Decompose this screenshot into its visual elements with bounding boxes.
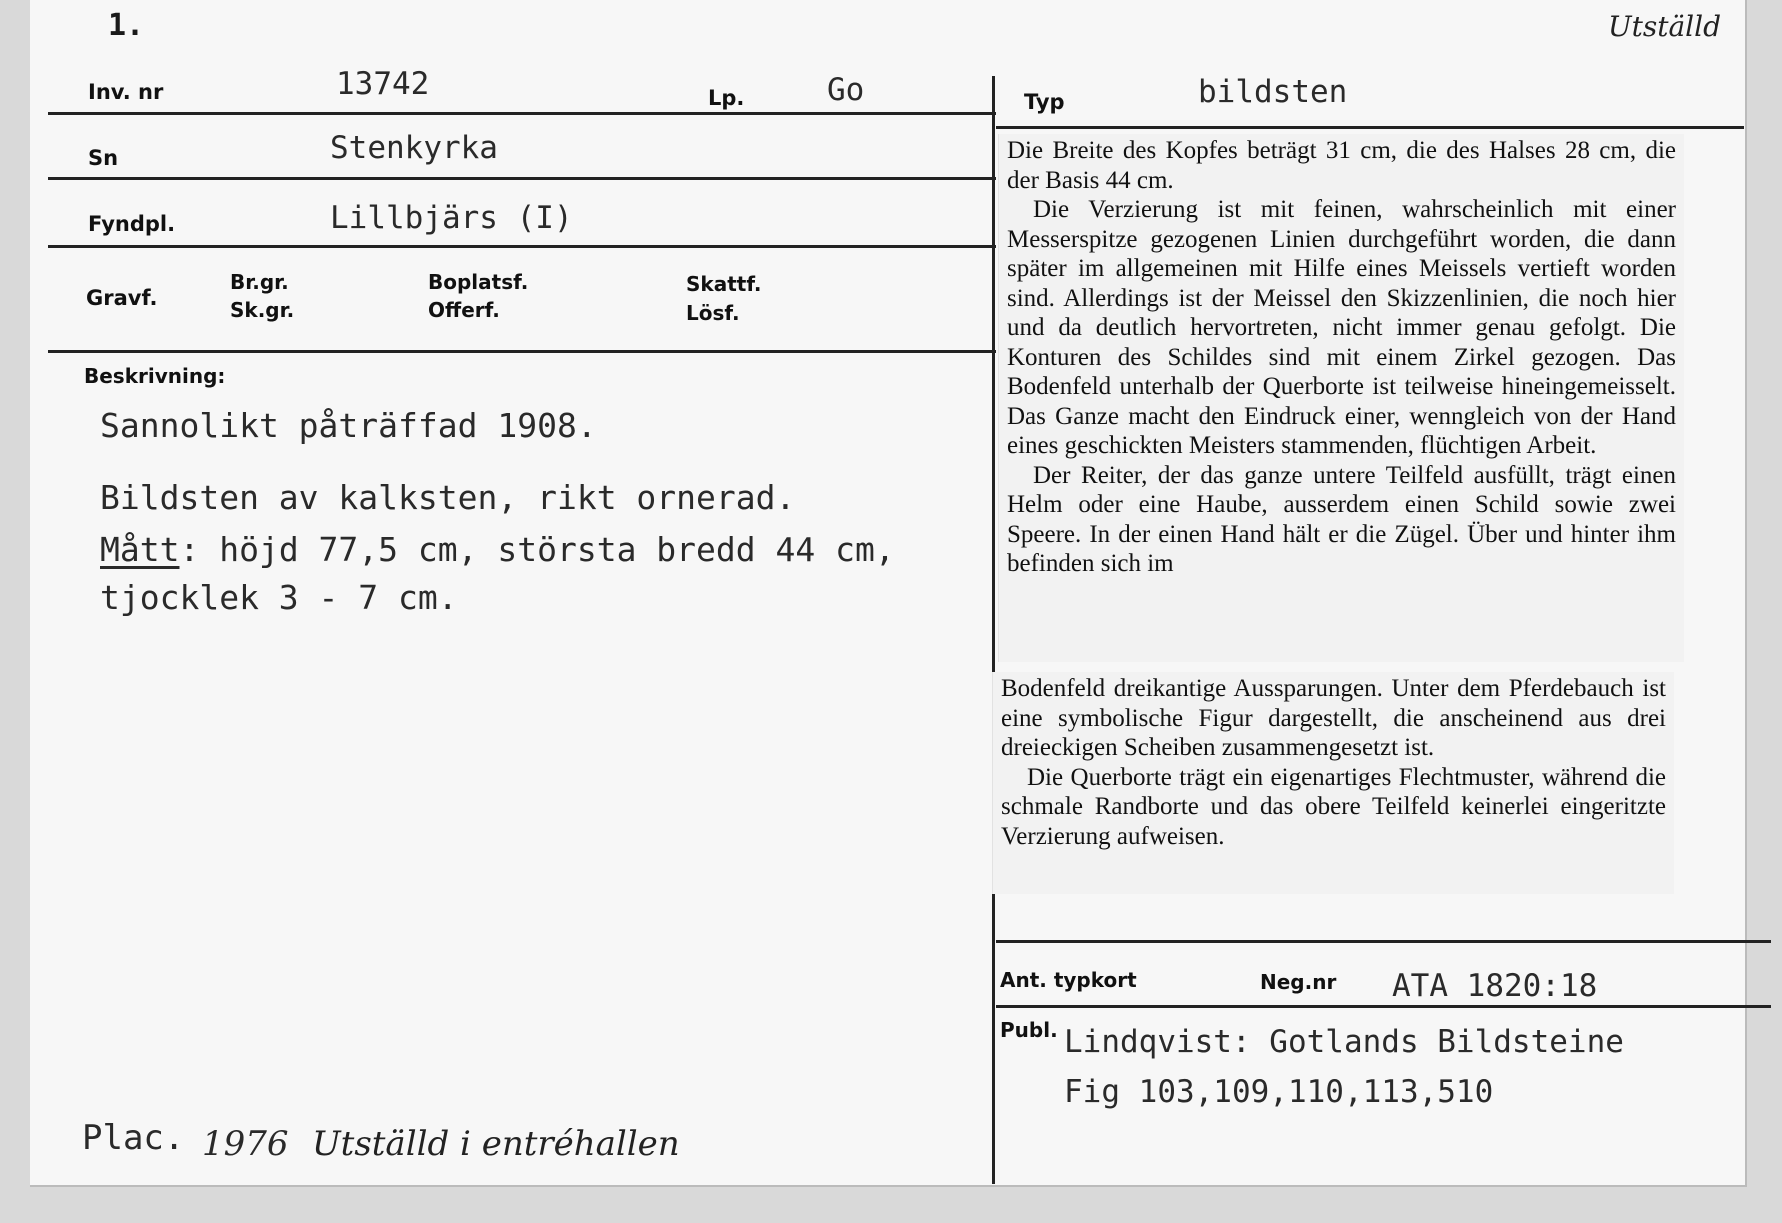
fyndpl-label: Fyndpl. xyxy=(88,212,176,236)
rule-2 xyxy=(48,177,996,180)
brgr-label: Br.gr. xyxy=(230,270,289,294)
description-line-1: Sannolikt påträffad 1908. xyxy=(100,406,597,445)
matt-values: : höjd 77,5 cm, största bredd 44 cm, xyxy=(179,530,895,569)
sn-label: Sn xyxy=(88,146,119,170)
corner-handwritten-note: Utställd xyxy=(1608,10,1721,43)
catalog-card xyxy=(30,0,1747,1187)
rule-5 xyxy=(996,940,1771,943)
rule-3 xyxy=(48,245,996,248)
gravf-label: Gravf. xyxy=(86,286,158,310)
publ-label: Publ. xyxy=(1000,1018,1058,1042)
losf-label: Lösf. xyxy=(686,301,740,325)
card-number: 1. xyxy=(108,8,145,43)
rule-4 xyxy=(48,350,996,353)
rule-typ xyxy=(996,126,1744,129)
typ-value: bildsten xyxy=(1198,74,1348,110)
clipping-2-paragraph-1: Bodenfeld dreikantige Aussparungen. Unter dem Pferdebauch ist eine symbolische Figur dargestellt, die anscheinend aus drei dreieckigen Scheiben zusammengesetzt ist. xyxy=(1001,675,1666,761)
boplatsf-label: Boplatsf. xyxy=(428,270,529,294)
rule-1 xyxy=(48,112,996,115)
clipping-1-paragraph-1: Die Breite des Kopfes beträgt 31 cm, die des Halses 28 cm, die der Basis 44 cm. xyxy=(1007,137,1676,194)
matt-label: Mått xyxy=(100,530,180,569)
description-line-2: Bildsten av kalksten, rikt ornerad. xyxy=(100,478,796,517)
lp-value: Go xyxy=(827,72,865,108)
clipping-1-paragraph-3: Der Reiter, der das ganze untere Teilfeld ausfüllt, trägt einen Helm oder eine Haube, ausserdem einen Schild sowie zwei Speere. In der einen Hand hält er die Zügel. Über und hinter ihm befinden sich im xyxy=(1007,461,1676,577)
skgr-label: Sk.gr. xyxy=(230,298,295,322)
rule-6 xyxy=(996,1005,1771,1008)
clipping-2-paragraph-2: Die Querborte trägt ein eigenartiges Flechtmuster, während die schmale Randborte und das obere Teilfeld keinerlei eingeritzte Verzierung aufweisen. xyxy=(1001,763,1666,850)
text-clipping-1 xyxy=(998,134,1684,662)
offerf-label: Offerf. xyxy=(428,298,500,322)
description-line-4: tjocklek 3 - 7 cm. xyxy=(100,578,458,617)
ant-typkort-label: Ant. typkort xyxy=(1000,968,1137,992)
plac-label: Plac. xyxy=(82,1118,185,1158)
plac-handwritten-note: Utställd i entréhallen xyxy=(312,1124,680,1164)
neg-label: Neg.nr xyxy=(1260,970,1337,994)
skattf-label: Skattf. xyxy=(686,272,762,296)
clipping-1-paragraph-2: Die Verzierung ist mit feinen, wahrscheinlich mit einer Messerspitze gezogenen Linien durchgeführt worden, die dann später im allgemeinen mit Hilfe eines Meissels vertieft worden sind. Allerdings ist der Meissel den Skizzenlinien, die noch hier und da deutlich hervortreten, nicht immer genau gefolgt. Die Konturen des Schildes sind mit einem Zirkel gezogen. Das Bodenfeld unterhalb der Querborte ist teilweise hineingemeisselt. Das Ganze macht den Eindruck einer, wenngleich von der Hand eines geschickten Meisters stammenden, flüchtigen Arbeit. xyxy=(1007,196,1676,459)
sn-value: Stenkyrka xyxy=(330,130,498,166)
inv-label: Inv. nr xyxy=(88,80,164,104)
lp-label: Lp. xyxy=(708,86,745,110)
column-divider xyxy=(992,76,995,1184)
text-clipping-2 xyxy=(992,672,1674,894)
inv-value: 13742 xyxy=(336,66,430,102)
publ-line-1: Lindqvist: Gotlands Bildsteine xyxy=(1064,1024,1624,1060)
typ-label: Typ xyxy=(1024,90,1065,114)
beskrivning-label: Beskrivning: xyxy=(84,364,226,388)
neg-value: ATA 1820:18 xyxy=(1392,968,1598,1004)
publ-line-2: Fig 103,109,110,113,510 xyxy=(1064,1074,1494,1110)
plac-year: 1976 xyxy=(202,1124,289,1164)
fyndpl-value: Lillbjärs (I) xyxy=(330,200,573,236)
